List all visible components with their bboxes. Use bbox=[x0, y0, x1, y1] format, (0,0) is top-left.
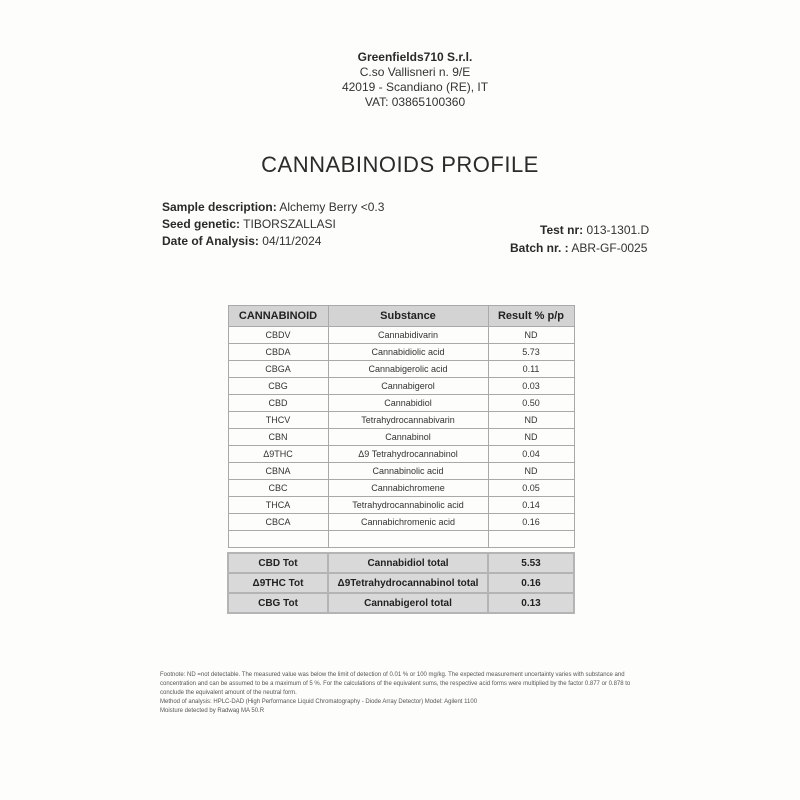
table-row bbox=[228, 497, 574, 514]
table-row bbox=[228, 463, 574, 480]
result-cell: 5.73 bbox=[488, 344, 574, 361]
sample-description bbox=[162, 199, 384, 216]
table-header-row bbox=[228, 306, 574, 327]
test-number-label: Test nr: bbox=[540, 223, 584, 237]
sample-description-value: Alchemy Berry <0.3 bbox=[279, 200, 385, 214]
result-cell: ND bbox=[488, 327, 574, 344]
company-vat: VAT: 03865100360 bbox=[364, 95, 466, 109]
result-cell: ND bbox=[488, 463, 574, 480]
table-row bbox=[228, 344, 574, 361]
test-number bbox=[510, 221, 649, 239]
company-header bbox=[300, 50, 530, 110]
cannabinoid-cell: CBDA bbox=[228, 344, 328, 361]
header-result: Result % p/p bbox=[488, 306, 574, 327]
substance-cell: Cannabidiol bbox=[328, 395, 488, 412]
seed-genetic bbox=[162, 216, 384, 233]
table-row bbox=[228, 446, 574, 463]
header-substance: Substance bbox=[328, 306, 488, 327]
sample-description-label: Sample description: bbox=[162, 200, 277, 214]
total-row bbox=[228, 593, 574, 613]
cannabinoids-table bbox=[227, 305, 575, 614]
table-row bbox=[228, 514, 574, 531]
result-cell: 0.16 bbox=[488, 573, 574, 593]
result-cell: 0.13 bbox=[488, 593, 574, 613]
substance-cell: Δ9Tetrahydrocannabinol total bbox=[328, 573, 488, 593]
analysis-date-label: Date of Analysis: bbox=[162, 234, 259, 248]
cannabinoid-cell: CBD bbox=[228, 395, 328, 412]
substance-cell: Δ9 Tetrahydrocannabinol bbox=[328, 446, 488, 463]
total-row bbox=[228, 573, 574, 593]
table-row bbox=[228, 378, 574, 395]
moisture-note: Moisture detected by Radwag MA 50.R bbox=[160, 708, 265, 714]
substance-cell: Tetrahydrocannabivarin bbox=[328, 412, 488, 429]
substance-cell: Cannabinolic acid bbox=[328, 463, 488, 480]
batch-number bbox=[510, 239, 649, 257]
company-name: Greenfields710 S.r.l. bbox=[357, 50, 473, 64]
table-row-empty bbox=[228, 531, 574, 548]
substance-cell: Cannabichromenic acid bbox=[328, 514, 488, 531]
company-address-line2: 42019 - Scandiano (RE), IT bbox=[341, 80, 489, 94]
result-cell: 0.11 bbox=[488, 361, 574, 378]
batch-number-label: Batch nr. : bbox=[510, 241, 569, 255]
table-row bbox=[228, 395, 574, 412]
table-row bbox=[228, 327, 574, 344]
cannabinoid-cell: CBDV bbox=[228, 327, 328, 344]
footnote-text: Footnote: ND =not detectable. The measured value was below the limit of detection of 0.01 % or 100 mg/kg. The expected measurement uncertainty varies with substance and concentration and can be assumed to be a maximum of 5 %. For the calculations of the equivalent sums, the respective acid forms were multiplied by the factor 0.877 or 0.878 to conclude the equivalent amount of the neutral form. bbox=[160, 672, 631, 696]
result-cell: 0.16 bbox=[488, 514, 574, 531]
substance-cell: Cannabigerol bbox=[328, 378, 488, 395]
result-cell: 0.05 bbox=[488, 480, 574, 497]
cannabinoid-cell: Δ9THC Tot bbox=[228, 573, 328, 593]
footnote bbox=[160, 671, 650, 716]
table-row bbox=[228, 429, 574, 446]
result-cell: 0.50 bbox=[488, 395, 574, 412]
substance-cell: Cannabigerol total bbox=[328, 593, 488, 613]
cannabinoid-cell: CBD Tot bbox=[228, 553, 328, 573]
cannabinoid-cell: THCA bbox=[228, 497, 328, 514]
seed-genetic-label: Seed genetic: bbox=[162, 217, 241, 231]
batch-number-value: ABR-GF-0025 bbox=[571, 241, 648, 255]
cannabinoid-cell: CBG Tot bbox=[228, 593, 328, 613]
substance-cell: Cannabichromene bbox=[328, 480, 488, 497]
substance-cell: Cannabinol bbox=[328, 429, 488, 446]
substance-cell: Tetrahydrocannabinolic acid bbox=[328, 497, 488, 514]
cannabinoid-cell: CBN bbox=[228, 429, 328, 446]
table-row bbox=[228, 361, 574, 378]
cannabinoid-cell: CBCA bbox=[228, 514, 328, 531]
substance-cell: Cannabidivarin bbox=[328, 327, 488, 344]
result-cell: ND bbox=[488, 412, 574, 429]
table-row bbox=[228, 412, 574, 429]
seed-genetic-value: TIBORSZALLASI bbox=[243, 217, 336, 231]
substance-cell: Cannabidiolic acid bbox=[328, 344, 488, 361]
result-cell: 0.14 bbox=[488, 497, 574, 514]
test-info bbox=[510, 221, 649, 257]
page-title: CANNABINOIDS PROFILE bbox=[261, 152, 539, 177]
table-row bbox=[228, 480, 574, 497]
method-of-analysis: Method of analysis: HPLC-DAD (High Performance Liquid Chromatography - Diode Array Detector) Model: Agilent 1100 bbox=[160, 699, 478, 705]
cannabinoid-cell: Δ9THC bbox=[228, 446, 328, 463]
total-row bbox=[228, 553, 574, 573]
substance-cell: Cannabigerolic acid bbox=[328, 361, 488, 378]
result-cell: 0.04 bbox=[488, 446, 574, 463]
substance-cell: Cannabidiol total bbox=[328, 553, 488, 573]
cannabinoid-cell: CBNA bbox=[228, 463, 328, 480]
cannabinoid-cell: CBG bbox=[228, 378, 328, 395]
company-address-line1: C.so Vallisneri n. 9/E bbox=[359, 65, 471, 79]
header-cannabinoid: CANNABINOID bbox=[228, 306, 328, 327]
cannabinoid-cell: CBGA bbox=[228, 361, 328, 378]
result-cell: ND bbox=[488, 429, 574, 446]
cannabinoid-cell: CBC bbox=[228, 480, 328, 497]
analysis-date-value: 04/11/2024 bbox=[262, 234, 322, 248]
test-number-value: 013-1301.D bbox=[586, 223, 650, 237]
result-cell: 5.53 bbox=[488, 553, 574, 573]
cannabinoid-cell: THCV bbox=[228, 412, 328, 429]
result-cell: 0.03 bbox=[488, 378, 574, 395]
analysis-date bbox=[162, 233, 384, 250]
sample-info bbox=[162, 199, 384, 250]
